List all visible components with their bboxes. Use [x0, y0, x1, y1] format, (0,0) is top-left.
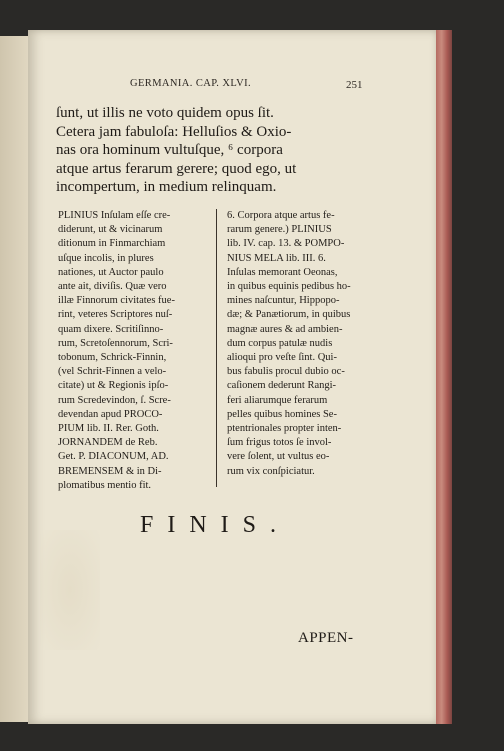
footnote-line: JORNANDEM de Reb.	[58, 437, 158, 449]
footnote-line: citate) ut & Regionis ipſo-	[58, 380, 169, 392]
finis-heading: FINIS.	[140, 512, 291, 538]
footnote-line: ſum frigus totos ſe invol-	[227, 437, 332, 449]
footnote-line: nationes, ut Auctor paulo	[58, 266, 164, 278]
footnote-line: alioqui pro veſte ſint. Qui-	[227, 352, 337, 364]
footnote-line: uſque incolis, in plures	[58, 252, 154, 264]
footnote-line: dæ; & Panætiorum, in quibus	[227, 309, 351, 321]
footnote-line: ante ait, diviſis. Quæ vero	[58, 281, 167, 293]
footnote-line: vere ſolent, ut vultus eo-	[227, 451, 330, 463]
footnote-line: (vel Schrit-Finnen a velo-	[58, 366, 167, 378]
footnote-line: Inſulas memorant Oeonas,	[227, 266, 338, 278]
footnote-line: diderunt, ut & vicinarum	[58, 224, 163, 236]
footnote-line: PIUM lib. II. Rer. Goth.	[58, 423, 159, 435]
footnote-line: lib. IV. cap. 13. & POMPO-	[227, 238, 345, 250]
footnote-line: Get. P. DIACONUM, AD.	[58, 451, 169, 463]
main-text-line: incompertum, in medium relinquam.	[56, 179, 277, 195]
running-head: GERMANIA. CAP. XLVI.	[130, 78, 252, 89]
footnote-line: BREMENSEM & in Di-	[58, 465, 162, 477]
footnote-line: tobonum, Schrick-Finnin,	[58, 352, 167, 364]
footnote-line: in quibus equinis pedibus ho-	[227, 281, 351, 293]
footnote-line: plomatibus mentio fit.	[58, 479, 152, 491]
main-text-block	[56, 104, 374, 197]
footnote-line: ptentrionales propter inten-	[227, 423, 342, 435]
red-page-edge	[436, 30, 452, 724]
footnote-line: ditionum in Finmarchiam	[58, 238, 166, 250]
catchword: APPEN-	[298, 630, 354, 646]
footnote-left-column	[58, 209, 210, 493]
main-text-line: ſunt, ut illis ne voto quidem opus ſit.	[56, 105, 274, 121]
footnote-line: pelles quibus homines Se-	[227, 408, 337, 420]
column-divider	[216, 209, 217, 487]
footnote-line: illæ Finnorum civitates fue-	[58, 295, 175, 307]
footnote-line: rum, Scretoſennorum, Scri-	[58, 337, 173, 349]
main-text-line: Cetera jam fabuloſa: Helluſios & Oxio-	[56, 123, 292, 140]
footnote-line: magnæ aures & ad ambien-	[227, 323, 343, 335]
footnote-line: rum vix conſpiciatur.	[227, 465, 315, 477]
footnote-line: rum Scredevindon, ſ. Scre-	[58, 394, 171, 406]
paper-stain	[40, 530, 100, 650]
footnote-line: rarum genere.) PLINIUS	[227, 224, 332, 236]
footnote-line: caſionem dederunt Rangi-	[227, 380, 337, 392]
footnote-right-column	[227, 209, 379, 479]
footnote-line: NIUS MELA lib. III. 6.	[227, 252, 326, 264]
footnote-line: mines naſcuntur, Hippopo-	[227, 295, 340, 307]
footnote-line: devendan apud PROCO-	[58, 408, 163, 420]
main-text-line: nas ora hominum vultuſque, ⁶ corpora	[56, 142, 283, 158]
footnote-line: rint, veteres Scriptores nuſ-	[58, 309, 173, 321]
page-number: 251	[346, 79, 363, 91]
footnote-line: PLINIUS Inſulam eſſe cre-	[58, 210, 171, 221]
main-text-line: atque artus ferarum gerere; quod ego, ut	[56, 160, 297, 177]
footnote-line: quam dixere. Scritiſinno-	[58, 323, 164, 335]
footnote-line: feri aliarumque ferarum	[227, 394, 328, 406]
footnote-line: dum corpus patulæ nudis	[227, 337, 333, 349]
footnote-line: bus fabulis procul dubio oc-	[227, 366, 345, 378]
footnote-line: 6. Corpora atque artus fe-	[227, 210, 335, 221]
